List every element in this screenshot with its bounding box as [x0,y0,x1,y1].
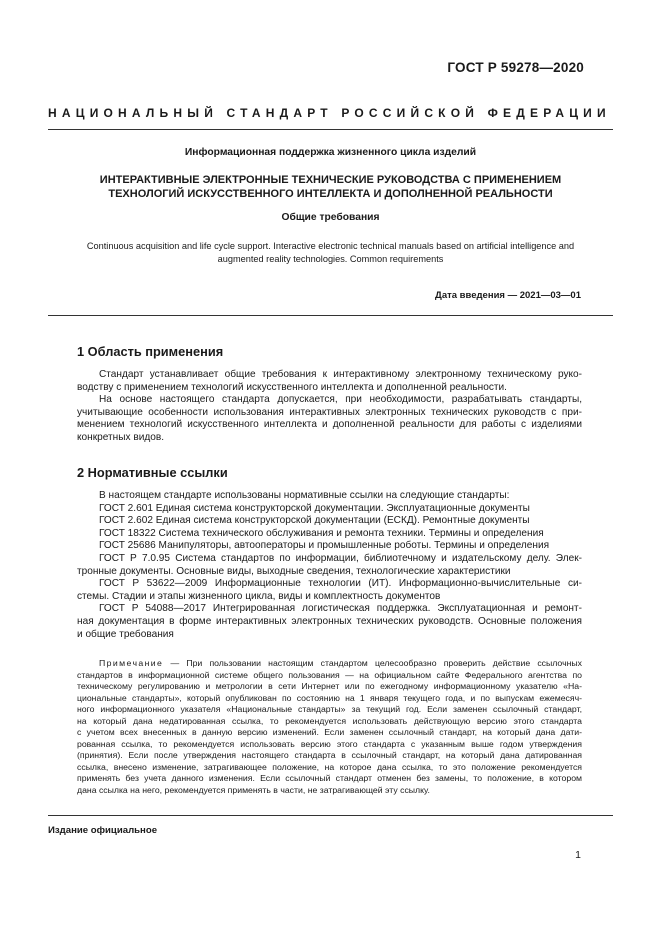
document-subtitle: Общие требования [281,212,380,223]
note-line: техническому регулированию и метрологии в сети Интернет или по ежегодному информационному указателю «На- [77,681,582,691]
paragraph-line: На основе настоящего стандарта допускается, при необходимости, разрабатывать стандарты, [99,394,582,406]
reference-item: ГОСТ Р 7.0.95 Система стандартов по информации, библиотечному и издательскому делу. Элек- [99,552,582,564]
note-line: циональные стандарты», который опубликован по состоянию на 1 января текущего года, и по выпускам ежемесяч- [77,692,582,703]
document-title [48,173,613,201]
note-line: (принятия). Если после утверждения настоящего стандарта в ссылочный стандарт, на который дана датированная [77,750,582,760]
document-subject: Информационная поддержка жизненного цикла изделий [184,147,477,158]
section-1-body [77,369,582,445]
note-line: дана ссылка на него, рекомендуется применять в части, не затрагивающей эту ссылку. [77,784,430,795]
page-number: 1 [575,849,581,861]
header-rule [48,129,613,130]
note-line: стандартов в информационной системе общего пользования — на официальном сайте Федерального агентства по [77,669,582,680]
reference-item: ГОСТ 2.601 Единая система конструкторской документации. Эксплуатационные документы [99,502,530,514]
note-line: ного информационного указателя «Национальные стандарты» за текущий год. Если заменен ссылочный стандарт, [77,704,582,714]
paragraph-line: учитывающие особенности использования интерактивных электронных технических руководств с при- [77,406,582,418]
note-line: рованная ссылка, то рекомендуется использовать версию этого стандарта с указанным выше годом утверждения [77,738,582,749]
paragraph-line: Стандарт устанавливает общие требования к интерактивному электронному техническому руко- [99,369,582,380]
date-rule [48,315,613,316]
title-line-1: ИНТЕРАКТИВНЫЕ ЭЛЕКТРОННЫЕ ТЕХНИЧЕСКИЕ РУКОВОДСТВА С ПРИМЕНЕНИЕМ [99,174,562,186]
footer-rule [48,815,613,816]
reference-item: тронные документы. Основные виды, выходные сведения, технологические характеристики [77,565,511,577]
note-line: на который дана недатированная ссылка, то рекомендуется использовать действующую версию этого стандарта [77,715,582,726]
reference-item: ГОСТ 25686 Манипуляторы, автооператоры и промышленные роботы. Термины и определения [99,540,550,552]
title-line-2: ТЕХНОЛОГИЙ ИСКУССТВЕННОГО ИНТЕЛЛЕКТА И ДОПОЛНЕННОЙ РЕАЛЬНОСТИ [108,188,553,200]
national-standard-banner: НАЦИОНАЛЬНЫЙ СТАНДАРТ РОССИЙСКОЙ ФЕДЕРАЦИИ [48,106,611,120]
paragraph-line: В настоящем стандарте использованы нормативные ссылки на следующие стандарты: [99,490,510,501]
english-title [48,240,613,265]
note-block [77,658,582,796]
note-line [77,658,582,670]
note-line: ссылка, внесено изменение, затрагивающее положение, на которое дана ссылка, то это положение рекомендуется [77,761,582,772]
standard-number: ГОСТ Р 59278—2020 [447,60,584,75]
english-title-line-1: Continuous acquisition and life cycle support. Interactive electronic technical manuals based on artificial intelligence and [86,241,575,251]
introduction-date: Дата введения — 2021—03—01 [435,290,581,301]
section-1-heading: 1 Область применения [77,344,224,359]
note-line: применять без учета данного изменения. Если ссылочный стандарт отменен без замены, то положение, в котором [77,773,582,783]
reference-item: стемы. Стадии и этапы жизненного цикла, виды и комплектность документов [77,590,441,602]
reference-item: ГОСТ Р 53622—2009 Информационные технологии (ИТ). Информационно-вычислительные си- [99,578,582,590]
reference-item: ная документация в форме интерактивных электронных технических руководств. Основные положения [77,615,582,627]
note-line: с учетом всех внесенных в данную версию изменений. Если заменен ссылочный стандарт, на который дана дати- [77,727,582,737]
reference-item: ГОСТ Р 54088—2017 Интегрированная логистическая поддержка. Эксплуатационная и ремонт- [99,603,582,615]
reference-item: ГОСТ 2.602 Единая система конструкторской документации (ЕСКД). Ремонтные документы [99,515,530,527]
reference-item: и общие требования [77,628,174,640]
reference-item: ГОСТ 18322 Система технического обслуживания и ремонта техники. Термины и определения [99,527,544,539]
note-label: Примечание [99,658,164,668]
paragraph-line: водству с применением технологий искусственного интеллекта и дополненной реальности. [77,381,507,393]
paragraph-line: менением технологий искусственного интеллекта и дополненной реальности для работы с изделиями [77,419,582,431]
paragraph-line: конкретных видов. [77,431,164,443]
section-2-heading: 2 Нормативные ссылки [77,465,228,480]
section-2-body [77,490,582,641]
english-title-line-2: augmented reality technologies. Common requirements [217,253,444,264]
edition-label: Издание официальное [48,825,158,836]
note-text: — При пользовании настоящим стандартом целесообразно проверить действие ссылочных [170,658,582,668]
